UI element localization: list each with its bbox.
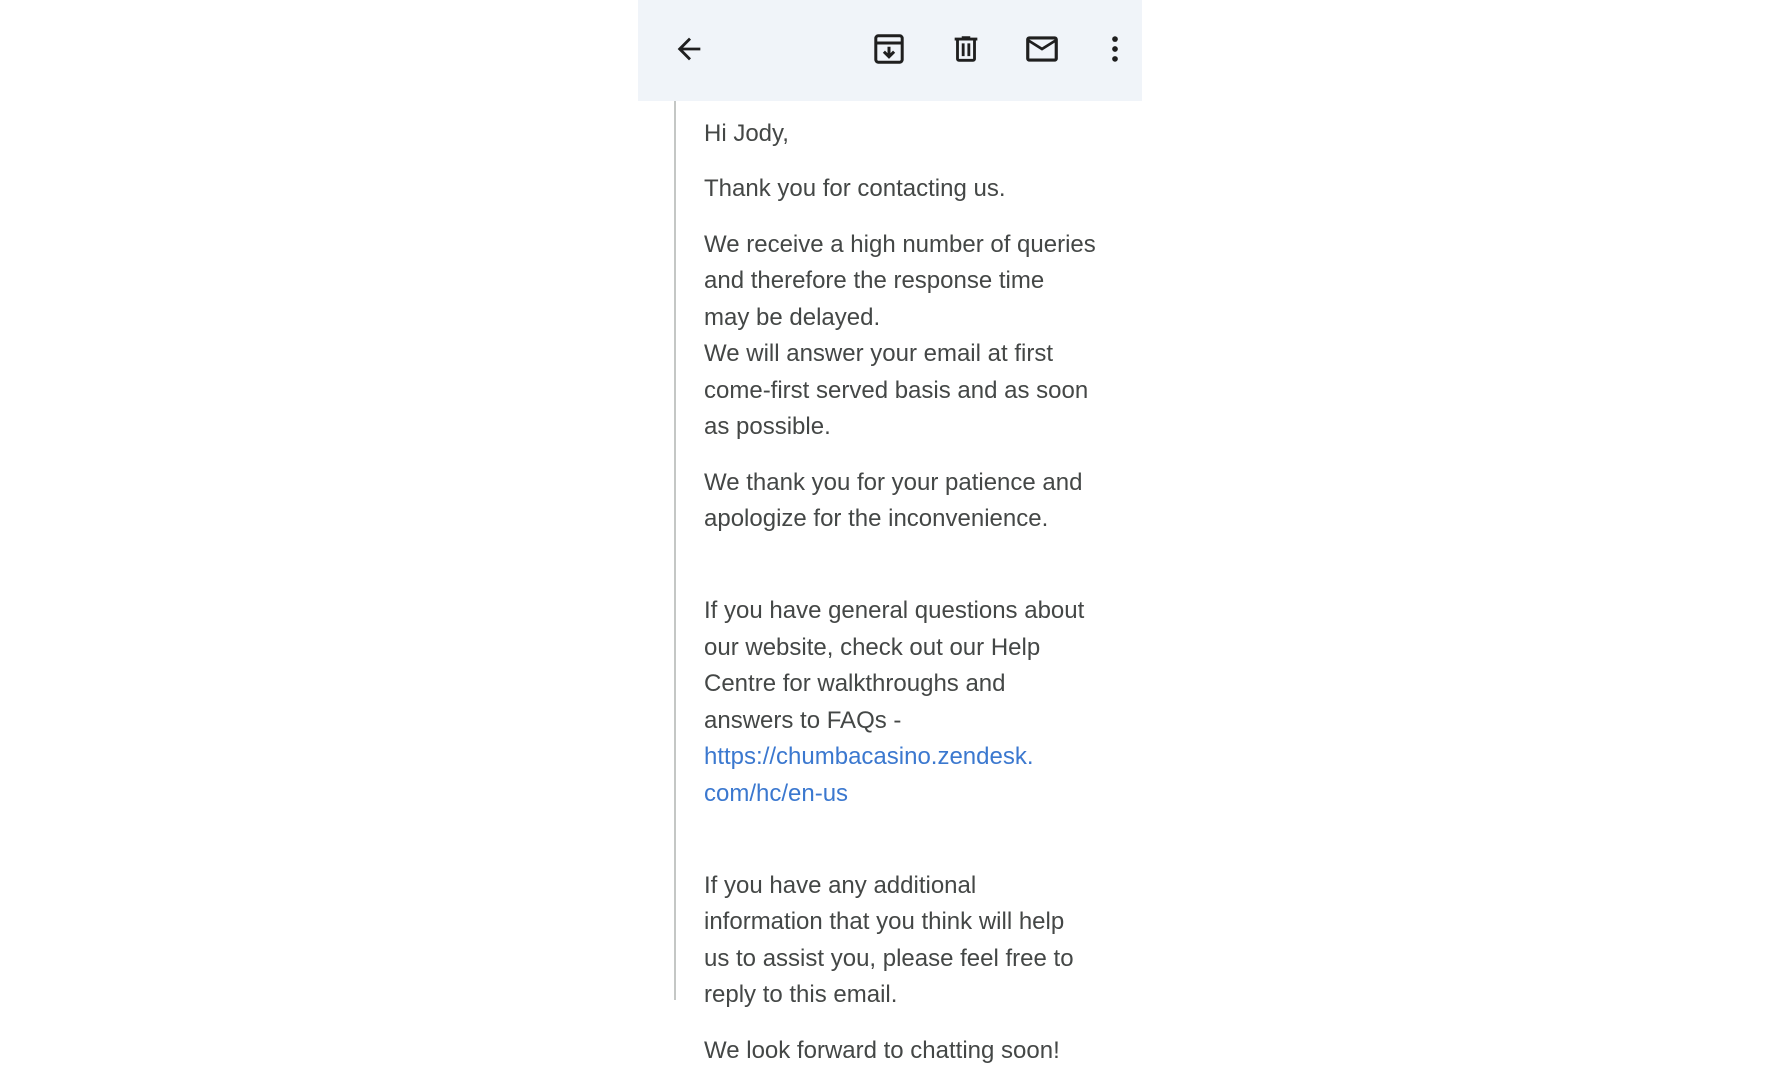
help-paragraph — [704, 557, 1124, 849]
additional-info-paragraph: If you have any additional information that you think will help us to assist you, please feel free to reply to this email. — [704, 871, 1074, 1008]
top-app-bar — [638, 0, 1142, 101]
help-text: If you have general questions about our website, check out our Help Centre for walkthroughs and answers to FAQs - — [704, 597, 1085, 734]
thanks-paragraph: Thank you for contacting us. — [704, 175, 1006, 202]
arrow-left-icon — [672, 32, 706, 66]
more-vert-icon — [1098, 32, 1132, 66]
mark-unread-button[interactable] — [1019, 26, 1065, 72]
archive-button[interactable] — [866, 26, 912, 72]
back-button[interactable] — [666, 26, 712, 72]
archive-icon — [871, 31, 907, 67]
delete-button[interactable] — [943, 26, 989, 72]
mail-icon — [1023, 30, 1061, 68]
more-options-button[interactable] — [1092, 26, 1138, 72]
help-centre-link[interactable]: https://chumbacasino.zendesk. com/hc/en-us — [704, 743, 1034, 807]
patience-paragraph: We thank you for your patience and apologize for the inconvenience. — [704, 468, 1083, 532]
closing-paragraph: We look forward to chatting soon! — [704, 1036, 1060, 1064]
greeting: Hi Jody, — [704, 119, 789, 147]
quoted-text-bar — [674, 101, 676, 1000]
trash-icon — [949, 32, 983, 66]
email-viewer — [638, 0, 1142, 1064]
queries-paragraph: We receive a high number of queries and therefore the response time may be delayed. We will answer your email at first come-first served basis and as soon as possible. — [704, 230, 1096, 440]
email-body — [704, 60, 1124, 1088]
